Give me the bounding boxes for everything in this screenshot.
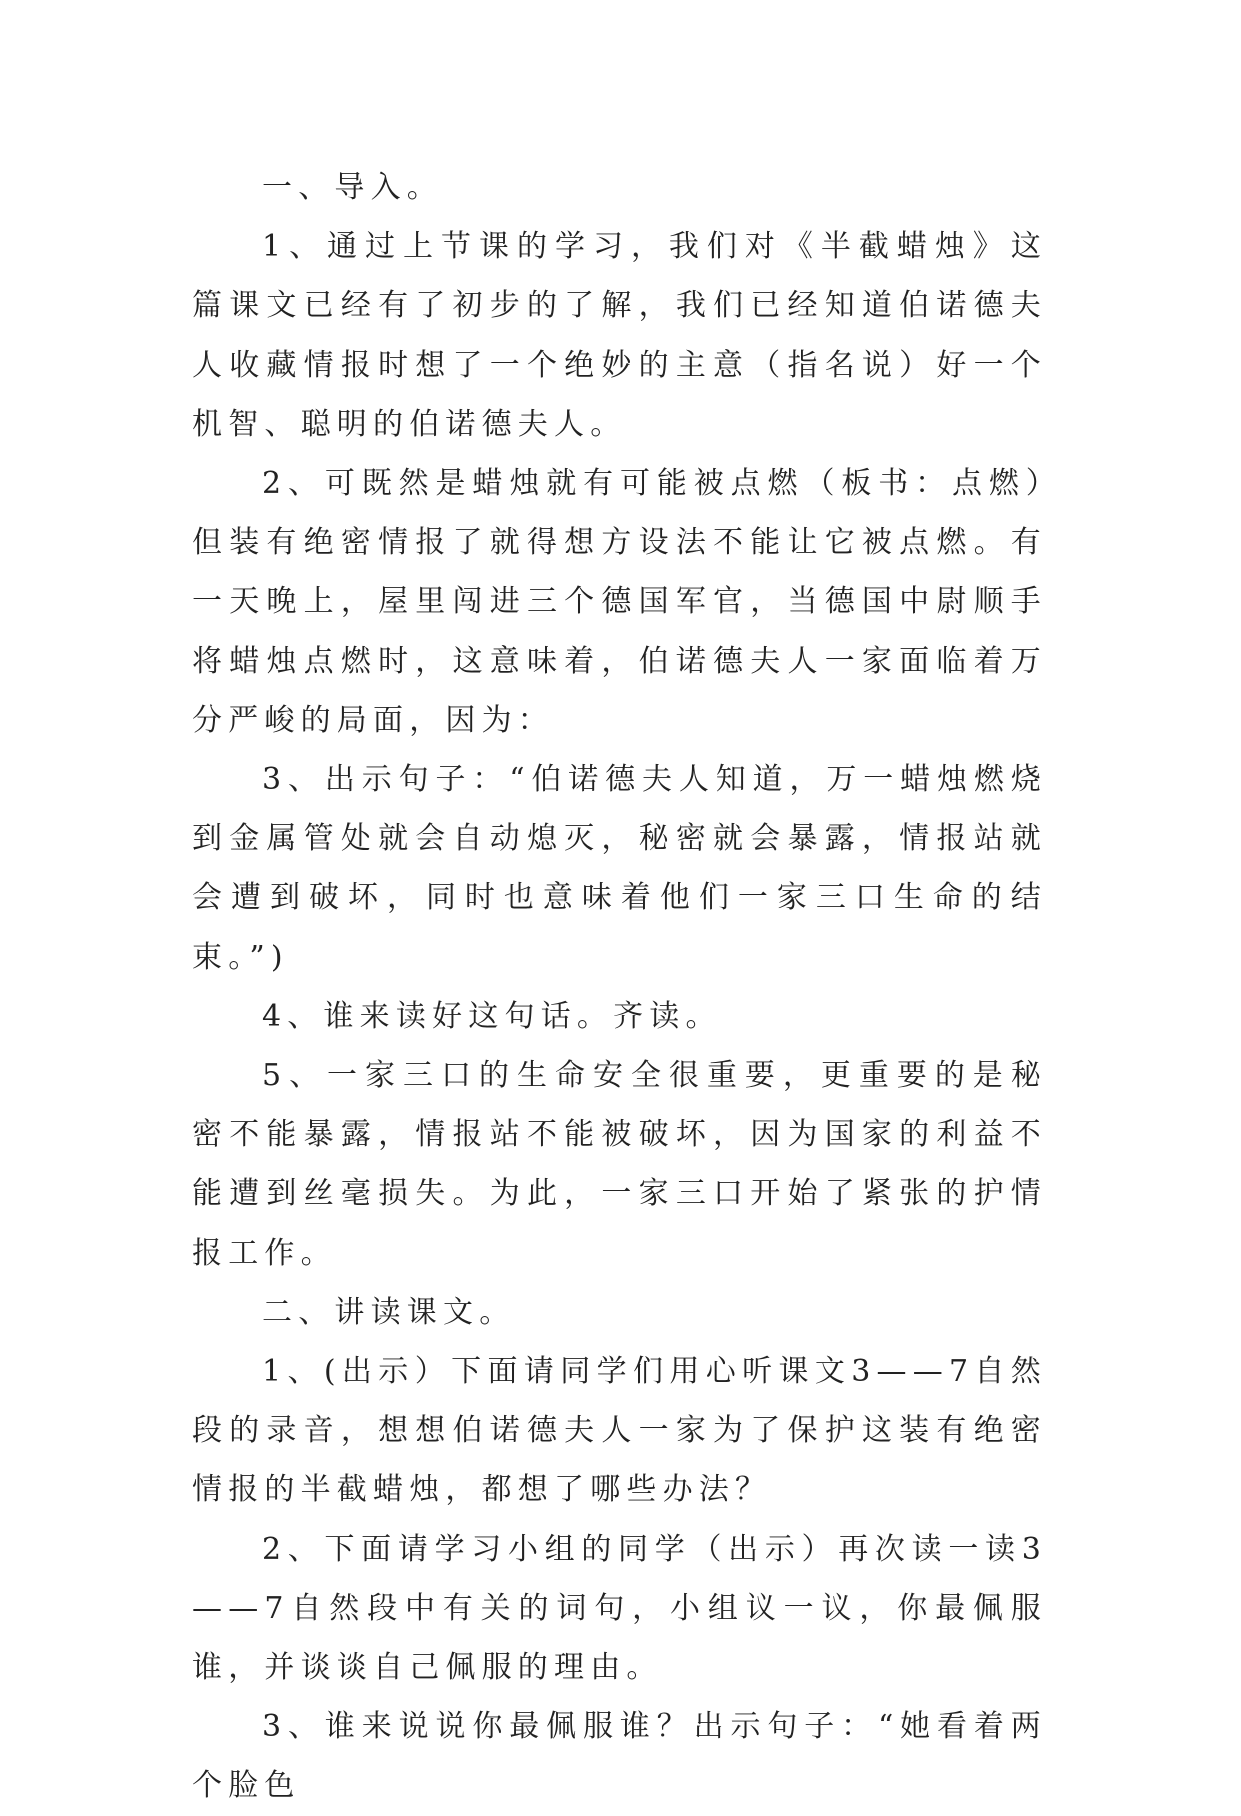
document-body bbox=[192, 158, 1047, 1816]
paragraph-intro-1: 1、通过上节课的学习，我们对《半截蜡烛》这篇课文已经有了初步的了解，我们已经知道伯诺德夫人收藏情报时想了一个绝妙的主意（指名说）好一个机智、聪明的伯诺德夫人。 bbox=[192, 229, 1047, 442]
paragraph-reading-3: 3、谁来说说你最佩服谁？出示句子：“她看着两个脸色 bbox=[192, 1709, 1047, 1804]
paragraph-reading-1: 1、(出示）下面请同学们用心听课文3——7自然段的录音，想想伯诺德夫人一家为了保护这装有绝密情报的半截蜡烛，都想了哪些办法？ bbox=[192, 1354, 1047, 1508]
paragraph-intro-4: 4、谁来读好这句话。齐读。 bbox=[262, 998, 722, 1034]
paragraph-intro-2: 2、可既然是蜡烛就有可能被点燃（板书：点燃）但装有绝密情报了就得想方设法不能让它被点燃。有一天晚上，屋里闯进三个德国军官，当德国中尉顺手将蜡烛点燃时，这意味着，伯诺德夫人一家面临着万分严峻的局面，因为： bbox=[192, 466, 1047, 738]
paragraph-section-reading-heading: 二、讲读课文。 bbox=[262, 1294, 516, 1330]
paragraph-reading-2: 2、下面请学习小组的同学（出示）再次读一读3——7自然段中有关的词句，小组议一议，你最佩服谁，并谈谈自己佩服的理由。 bbox=[192, 1531, 1047, 1686]
paragraph-section-intro-heading: 一、导入。 bbox=[262, 170, 443, 205]
paragraph-intro-5: 5、一家三口的生命安全很重要，更重要的是秘密不能暴露，情报站不能被破坏，因为国家的利益不能遭到丝毫损失。为此，一家三口开始了紧张的护情报工作。 bbox=[192, 1058, 1047, 1271]
paragraph-intro-3: 3、出示句子：“伯诺德夫人知道，万一蜡烛燃烧到金属管处就会自动熄灭，秘密就会暴露，情报站就会遭到破坏，同时也意味着他们一家三口生命的结束。”) bbox=[192, 762, 1047, 975]
